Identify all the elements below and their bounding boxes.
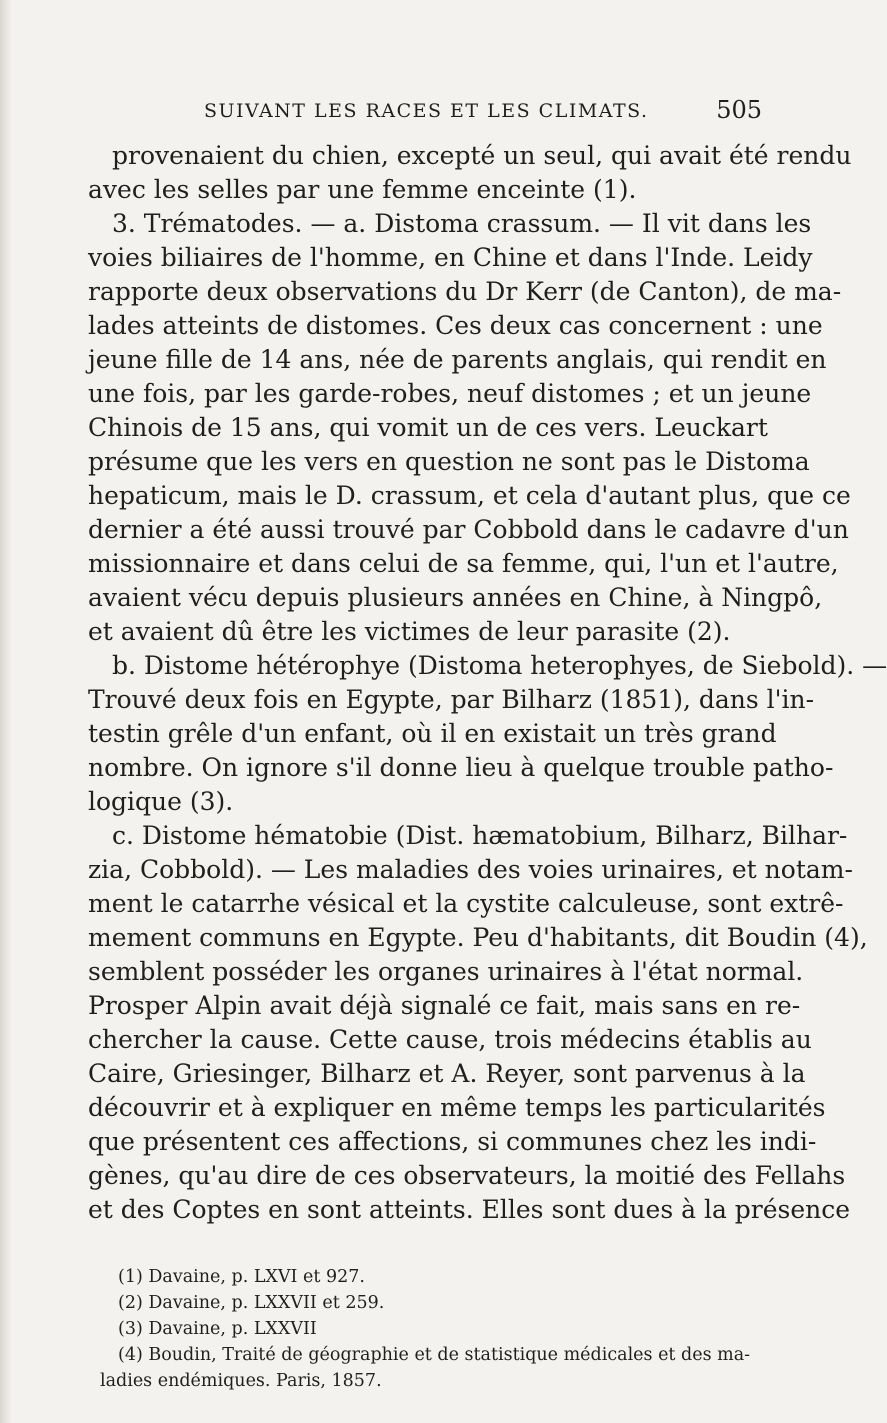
text-line: c. Distome hématobie (Dist. hæmatobium, Bilharz, Bilhar- [112,821,848,850]
text-line: nombre. On ignore s'il donne lieu à quelque trouble patho- [88,753,834,782]
text-line: b. Distome hétérophye (Distoma heterophyes, de Siebold). — [112,651,887,680]
text-line: logique (3). [88,787,234,816]
footnote: ladies endémiques. Paris, 1857. [100,1371,382,1391]
text-line: Caire, Griesinger, Bilharz et A. Reyer, sont parvenus à la [88,1059,806,1088]
text-line: Prosper Alpin avait déjà signalé ce fait, mais sans en re- [88,991,801,1020]
text-line: présume que les vers en question ne sont pas le Distoma [88,447,810,476]
running-header [88,96,762,132]
text-line: avec les selles par une femme enceinte (1). [88,175,637,204]
text-line: avaient vécu depuis plusieurs années en Chine, à Ningpô, [88,583,823,612]
text-line: 3. Trématodes. — a. Distoma crassum. — Il vit dans les [112,209,812,238]
text-line: ment le catarrhe vésical et la cystite calculeuse, sont extrê- [88,889,844,918]
text-line: voies biliaires de l'homme, en Chine et dans l'Inde. Leidy [88,243,813,272]
text-line: et des Coptes en sont atteints. Elles sont dues à la présence [88,1195,851,1224]
text-line: que présentent ces affections, si communes chez les indi- [88,1127,817,1156]
running-title: SUIVANT LES RACES ET LES CLIMATS. [204,100,649,122]
text-line: hepaticum, mais le D. crassum, et cela d'autant plus, que ce [88,481,851,510]
text-line: rapporte deux observations du Dr Kerr (de Canton), de ma- [88,277,842,306]
text-line: lades atteints de distomes. Ces deux cas concernent : une [88,311,823,340]
text-line: missionnaire et dans celui de sa femme, qui, l'un et l'autre, [88,549,839,578]
text-line: découvrir et à expliquer en même temps les particularités [88,1093,826,1122]
page-number: 505 [716,96,762,124]
text-line: provenaient du chien, excepté un seul, qui avait été rendu [112,141,852,170]
footnote: (2) Davaine, p. LXXVII et 259. [118,1293,385,1313]
footnote: (3) Davaine, p. LXXVII [118,1319,317,1339]
text-line: gènes, qu'au dire de ces observateurs, la moitié des Fellahs [88,1161,846,1190]
text-line: chercher la cause. Cette cause, trois médecins établis au [88,1025,812,1054]
text-line: et avaient dû être les victimes de leur parasite (2). [88,617,731,646]
footnote: (4) Boudin, Traité de géographie et de statistique médicales et des ma- [118,1345,751,1365]
text-line: semblent posséder les organes urinaires à l'état normal. [88,957,804,986]
text-line: zia, Cobbold). — Les maladies des voies urinaires, et notam- [88,855,853,884]
text-line: une fois, par les garde-robes, neuf distomes ; et un jeune [88,379,812,408]
text-line: testin grêle d'un enfant, où il en existait un très grand [88,719,777,748]
text-line: dernier a été aussi trouvé par Cobbold dans le cadavre d'un [88,515,849,544]
footnote: (1) Davaine, p. LXVI et 927. [118,1267,365,1287]
text-line: Trouvé deux fois en Egypte, par Bilharz (1851), dans l'in- [88,685,815,714]
page-gutter-shadow [0,0,12,1423]
text-line: jeune fille de 14 ans, née de parents anglais, qui rendit en [88,345,827,374]
text-line: mement communs en Egypte. Peu d'habitants, dit Boudin (4), [88,923,868,952]
text-line: Chinois de 15 ans, qui vomit un de ces vers. Leuckart [88,413,768,442]
